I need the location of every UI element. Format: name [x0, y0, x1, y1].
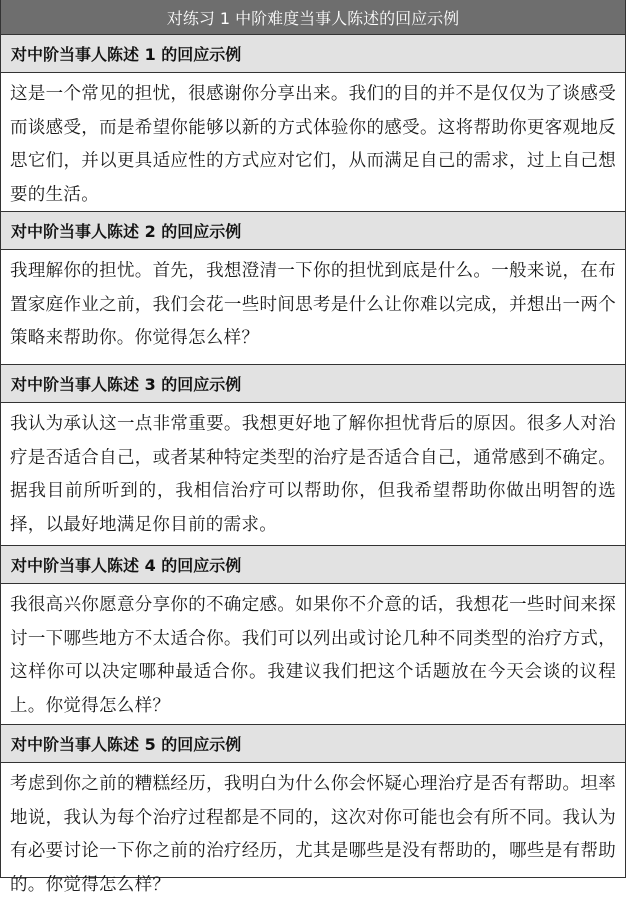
- section-body-text: 这是一个常见的担忧，很感谢你分享出来。我们的目的并不是仅仅为了谈感受而谈感受，而是希望你能够以新的方式体验你的感受。这将帮助你更客观地反思它们，并以更具适应性的方式应对它们，从而满足自己的需求，过上自己想要的生活。: [10, 84, 616, 205]
- section-3: [1, 365, 625, 546]
- section-body-text: 我认为承认这一点非常重要。我想更好地了解你担忧背后的原因。很多人对治疗是否适合自己，或者某种特定类型的治疗是否适合自己，通常感到不确定。据我目前所听到的，我相信治疗可以帮助你，但我希望帮助你做出明智的选择，以最好地满足你目前的需求。: [10, 414, 616, 535]
- section-4: [1, 546, 625, 725]
- section-body-container: [1, 250, 625, 365]
- section-body-container: [1, 763, 625, 905]
- section-body-container: [1, 73, 625, 212]
- section-body-container: [1, 403, 625, 546]
- table-title: 对练习 1 中阶难度当事人陈述的回应示例: [1, 0, 625, 35]
- section-heading: 对中阶当事人陈述 3 的回应示例: [1, 365, 625, 403]
- section-body-text: 考虑到你之前的糟糕经历，我明白为什么你会怀疑心理治疗是否有帮助。坦率地说，我认为每个治疗过程都是不同的，这次对你可能也会有所不同。我认为有必要讨论一下你之前的治疗经历，尤其是哪些是没有帮助的，哪些是有帮助的。你觉得怎么样？: [10, 774, 616, 895]
- section-heading: 对中阶当事人陈述 5 的回应示例: [1, 725, 625, 763]
- section-heading: 对中阶当事人陈述 2 的回应示例: [1, 212, 625, 250]
- section-body-text: 我很高兴你愿意分享你的不确定感。如果你不介意的话，我想花一些时间来探讨一下哪些地方不太适合你。我们可以列出或讨论几种不同类型的治疗方式，这样你可以决定哪种最适合你。我建议我们把这个话题放在今天会谈的议程上。你觉得怎么样？: [10, 595, 616, 716]
- section-heading: 对中阶当事人陈述 4 的回应示例: [1, 546, 625, 584]
- section-body-text: 我理解你的担忧。首先，我想澄清一下你的担忧到底是什么。一般来说，在布置家庭作业之前，我们会花一些时间思考是什么让你难以完成，并想出一两个策略来帮助你。你觉得怎么样？: [10, 261, 616, 348]
- section-heading: 对中阶当事人陈述 1 的回应示例: [1, 35, 625, 73]
- section-5: [1, 725, 625, 905]
- section-body-container: [1, 584, 625, 725]
- section-2: [1, 212, 625, 365]
- section-1: [1, 35, 625, 212]
